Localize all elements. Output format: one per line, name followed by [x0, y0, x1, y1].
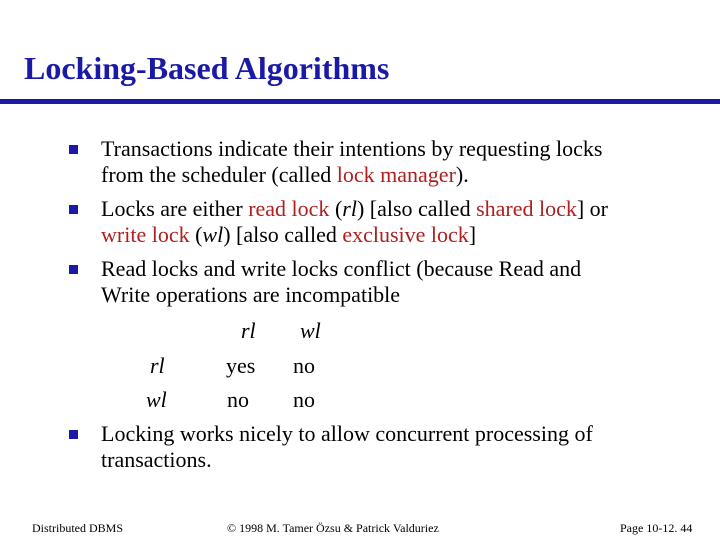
bullet-2-text: Locks are either [101, 196, 249, 221]
bullet-2-text: ] or [576, 196, 609, 221]
abbr-rl: rl [342, 196, 357, 221]
row-header-wl: wl [146, 387, 167, 412]
square-bullet-icon [69, 265, 78, 274]
bullet-1-line-1: Transactions indicate their intentions by requesting locks [101, 136, 603, 161]
col-header-wl: wl [300, 318, 321, 343]
term-exclusive-lock: exclusive lock [342, 222, 469, 247]
footer-copyright: © 1998 M. Tamer Özsu & Patrick Valduriez [227, 521, 439, 535]
term-write-lock: write lock [101, 222, 190, 247]
term-shared-lock: shared lock [476, 196, 577, 221]
term-read-lock: read lock [248, 196, 330, 221]
square-bullet-icon [69, 205, 78, 214]
bullet-4-line-2: transactions. [101, 447, 212, 472]
row-header-rl: rl [150, 353, 165, 378]
square-bullet-icon [69, 145, 78, 154]
bullet-2-line-2 [101, 222, 476, 248]
bullet-1-line-2 [101, 162, 469, 188]
col-header-rl: rl [241, 318, 256, 343]
bullet-1-text-end: ). [455, 162, 469, 187]
bullet-1-text: from the scheduler (called [101, 162, 337, 187]
bullet-3-line-1: Read locks and write locks conflict (because Read and [101, 256, 582, 281]
footer-course: Distributed DBMS [32, 521, 124, 535]
bullet-4-line-1: Locking works nicely to allow concurrent processing of [101, 421, 593, 446]
bullet-2-text: ( [189, 222, 203, 247]
cell-wl-wl: no [293, 387, 315, 412]
cell-rl-rl: yes [226, 353, 256, 378]
term-lock-manager: lock manager [336, 162, 456, 187]
square-bullet-icon [69, 430, 78, 439]
abbr-wl: wl [202, 222, 224, 247]
bullet-3-line-2: Write operations are incompatible [101, 282, 401, 307]
bullet-2-text: ) [also called [223, 222, 343, 247]
cell-wl-rl: no [227, 387, 249, 412]
bullet-2-text: ] [468, 222, 477, 247]
title-divider [0, 99, 720, 104]
bullet-2-line-1 [101, 196, 608, 222]
bullet-2-text: ( [329, 196, 343, 221]
slide-title: Locking-Based Algorithms [24, 50, 390, 86]
footer-page-number: Page 10-12. 44 [620, 521, 693, 535]
bullet-2-text: ) [also called [356, 196, 477, 221]
cell-rl-wl: no [293, 353, 315, 378]
